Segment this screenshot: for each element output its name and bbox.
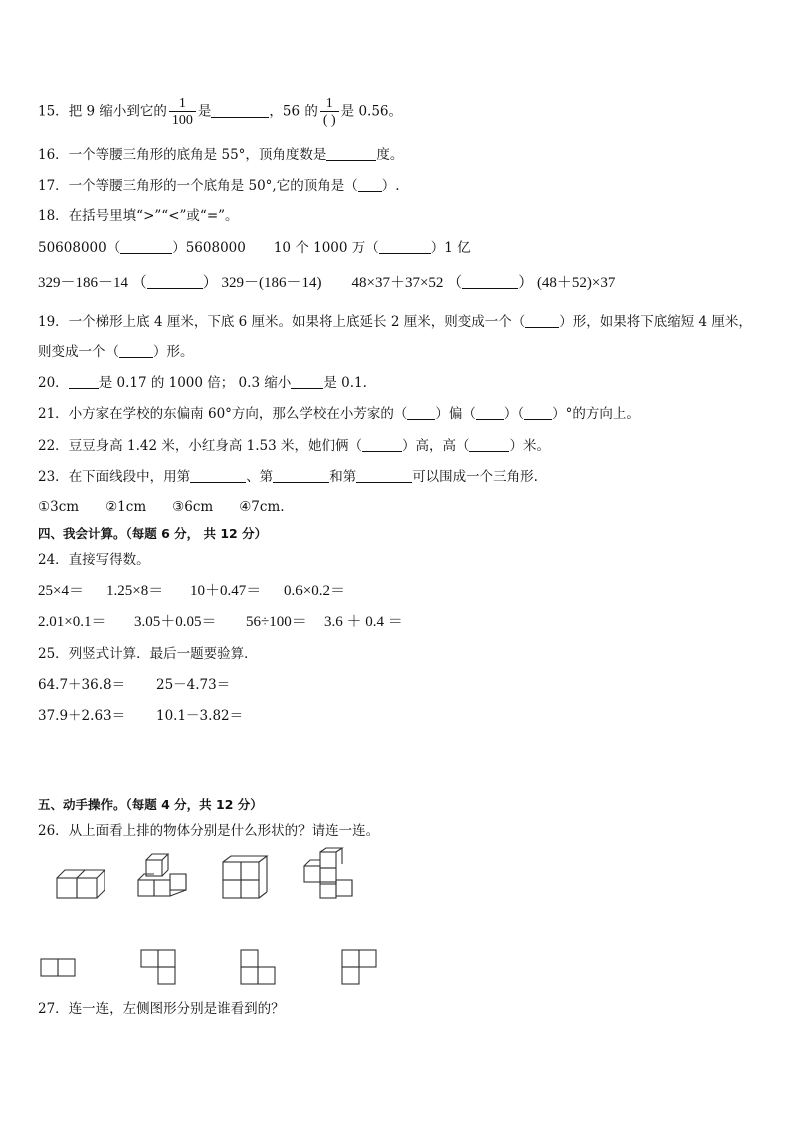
option-1: ①3cm [38,499,80,515]
question-27: 27．连一连，左侧图形分别是谁看到的？ [38,1001,285,1017]
answer-blank[interactable] [190,469,246,483]
question-20: 20． 是 0.17 的 1000 倍； 0.3 缩小 是 0.1. [38,375,367,391]
question-24-row-1: 25×4＝ 1.25×8＝ 10＋0.47＝ 0.6×0.2＝ [38,583,345,599]
answer-blank[interactable] [362,438,402,452]
cube-figure-2 [136,852,188,902]
fraction-1-100: $\frac{1}{100}$ [169,96,196,128]
answer-blank[interactable] [469,438,509,452]
answer-blank[interactable] [120,240,172,254]
answer-blank[interactable] [119,344,153,358]
answer-blank[interactable] [211,104,269,118]
answer-blank[interactable] [407,406,435,420]
question-25-row-2: 37.9＋2.63＝ 10.1－3.82＝ [38,708,244,724]
answer-blank[interactable] [462,275,518,289]
answer-blank[interactable] [273,469,329,483]
question-23-options [38,498,285,516]
question-16: 16．一个等腰三角形的底角是 55°，顶角度数是 度。 [38,147,404,163]
question-19: 19．一个梯形上底 4 厘米，下底 6 厘米。如果将上底延长 2 厘米，则变成一个（ ）形，如果将下底缩短 4 厘米， [38,314,752,330]
question-21: 21．小方家在学校的东偏南 60°方向，那么学校在小芳家的（ ）偏（ ）（ ）°的方向上。 [38,406,640,422]
top-view-figure-2 [140,949,178,985]
question-25-row-1: 64.7＋36.8＝ 25－4.73＝ [38,677,231,693]
question-25: 25．列竖式计算．最后一题要验算． [38,646,258,662]
answer-blank[interactable] [524,406,552,420]
option-3: ③6cm [172,499,214,515]
answer-blank[interactable] [525,314,559,328]
answer-blank[interactable] [476,406,504,420]
question-23: 23．在下面线段中，用第 、第 和第 可以围成一个三角形. [38,469,538,485]
question-15: 15．把 9 缩小到它的 $\frac{1}{100}$ 是 ，56 的 $\frac{1}{( )}$ 是 0.56。 [38,96,403,128]
answer-blank[interactable] [356,469,412,483]
question-18-row-1: 50608000（ ）5608000 10 个 1000 万（ ）1 亿 [38,240,471,256]
section-4-heading: 四、我会计算。（每题 6 分， 共 12 分） [38,526,268,541]
answer-blank[interactable] [358,178,382,192]
answer-blank[interactable] [379,240,431,254]
answer-blank[interactable] [147,275,203,289]
cube-figure-3 [221,854,269,900]
option-2: ②1cm [105,499,147,515]
answer-blank[interactable] [69,375,99,389]
top-view-figure-1 [40,958,76,978]
question-18-row-2: 329－186－14 （ ） 329－(186－14) 48×37＋37×52 （ ） (48＋52)×37 [38,275,616,291]
section-5-heading: 五、动手操作。（每题 4 分，共 12 分） [38,797,263,812]
question-26: 26．从上面看上排的物体分别是什么形状的？请连一连。 [38,823,380,839]
top-view-figure-4 [341,949,377,985]
question-22: 22．豆豆身高 1.42 米，小红身高 1.53 米，她们俩（ ）高，高（ ）米。 [38,438,550,454]
fraction-1-blank: $\frac{1}{( )}$ [320,96,339,128]
question-24-row-2: 2.01×0.1＝ 3.05＋0.05＝ 56÷100＝ 3.6 ＋ 0.4 ＝ [38,614,403,630]
question-19-cont: 则变成一个（ ）形。 [38,344,194,360]
cube-figure-1 [55,860,105,902]
question-24: 24．直接写得数。 [38,552,150,568]
cube-figure-4 [300,846,356,900]
answer-blank[interactable] [291,375,323,389]
answer-blank[interactable] [326,147,376,161]
top-view-figure-3 [240,949,276,985]
question-17: 17．一个等腰三角形的一个底角是 50°,它的顶角是（ ）. [38,178,400,194]
question-18: 18．在括号里填“>”“<”或“=”。 [38,208,239,224]
option-4: ④7cm. [239,499,285,515]
